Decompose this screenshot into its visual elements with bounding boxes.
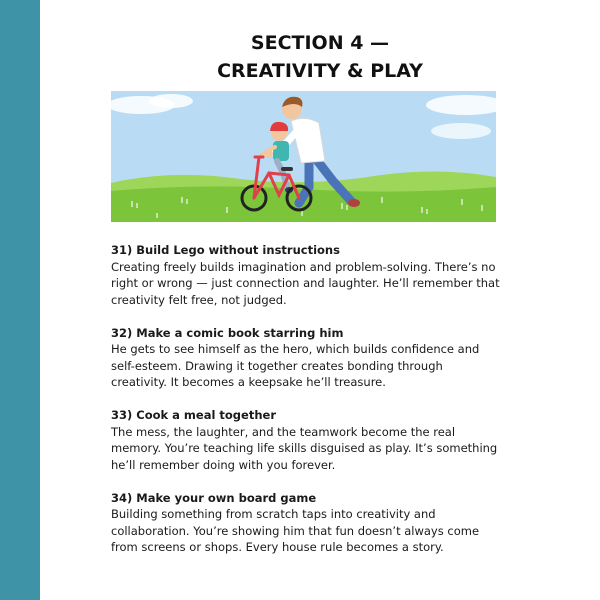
item-body-line: he’ll remember doing with you forever. — [111, 457, 336, 472]
item-body-line: collaboration. You’re showing him that fun doesn’t always come — [111, 523, 480, 538]
item-heading: 32) Make a comic book starring him — [111, 325, 344, 340]
item-body-line: He gets to see himself as the hero, which builds confidence and — [111, 342, 480, 356]
activity-list — [111, 242, 511, 572]
item-body-line: creativity. It becomes a keepsake he’ll treasure. — [111, 375, 386, 389]
item-body-line: The mess, the laughter, and the teamwork become the real — [111, 424, 456, 439]
parent-teaching-child-bike-icon — [111, 91, 496, 222]
item-body — [111, 259, 511, 309]
item-body — [111, 506, 511, 556]
item-heading: 31) Build Lego without instructions — [111, 243, 340, 257]
item-body — [111, 424, 511, 474]
side-accent-bar — [0, 0, 40, 600]
item-body-line: creativity felt free, not judged. — [111, 292, 287, 307]
list-item — [111, 490, 511, 556]
item-body-line: Building something from scratch taps into creativity and — [111, 507, 436, 521]
list-item — [111, 325, 511, 391]
item-body — [111, 341, 511, 391]
section-title-line-2: CREATIVITY & PLAY — [217, 60, 423, 82]
bike-riding-illustration — [111, 91, 496, 222]
section-title — [40, 29, 600, 85]
item-body-line: right or wrong — just connection and laughter. He’ll remember that — [111, 276, 500, 290]
item-body-line: memory. You’re teaching life skills disguised as play. It’s something — [111, 441, 498, 455]
item-body-line: from screens or shops. Every house rule becomes a story. — [111, 540, 444, 554]
item-body-line: self-esteem. Drawing it together creates bonding through — [111, 358, 443, 373]
item-body-line: Creating freely builds imagination and problem-solving. There’s no — [111, 259, 496, 274]
section-title-line-1: SECTION 4 — — [250, 32, 390, 54]
list-item — [111, 242, 511, 308]
item-heading: 33) Cook a meal together — [111, 408, 276, 422]
list-item — [111, 407, 511, 473]
item-heading: 34) Make your own board game — [111, 490, 317, 505]
